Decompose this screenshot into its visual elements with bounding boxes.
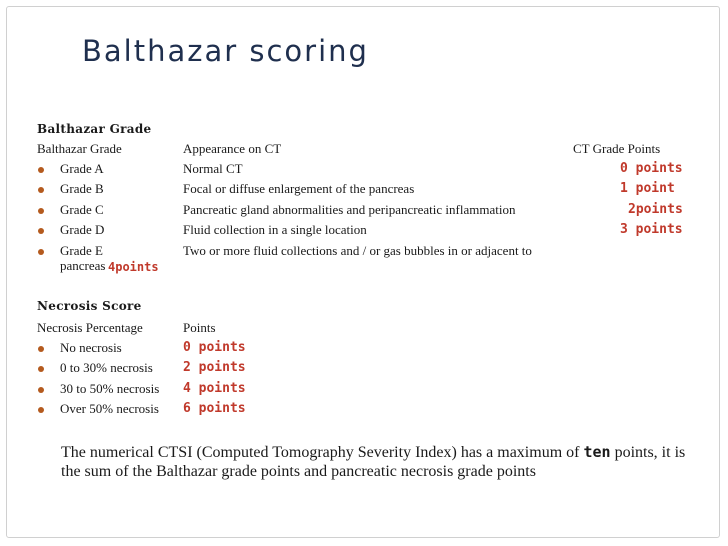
bullet-icon <box>38 407 44 413</box>
bullet-icon <box>38 387 44 393</box>
grade-a-appearance: Normal CT <box>183 161 243 176</box>
bullet-icon <box>38 208 44 214</box>
grade-c-label: Grade C <box>60 202 104 217</box>
grade-e-appearance: Two or more fluid collections and / or gas bubbles in or adjacent to <box>183 243 532 258</box>
grade-e-continuation: pancreas <box>60 258 106 273</box>
ctsi-emphasis: ten <box>583 443 611 461</box>
slide-title: Balthazar scoring <box>82 34 369 68</box>
grade-c-appearance: Pancreatic gland abnormalities and peripancreatic inflammation <box>183 202 516 217</box>
necrosis-points-header: Points <box>183 320 216 335</box>
ctsi-description <box>61 443 701 481</box>
ctsi-text-2: points, it is the sum of the Balthazar grade points and pancreatic necrosis grade points <box>61 444 686 480</box>
necrosis-over-50-label: Over 50% necrosis <box>60 401 159 416</box>
grade-e-points: 4points <box>108 260 159 274</box>
grade-d-label: Grade D <box>60 222 105 237</box>
necrosis-0-30-points: 2 points <box>183 360 246 375</box>
bullet-icon <box>38 187 44 193</box>
bullet-icon <box>38 366 44 372</box>
necrosis-0-30-label: 0 to 30% necrosis <box>60 360 153 375</box>
grade-d-points: 3 points <box>620 222 683 237</box>
grade-column-header: Balthazar Grade <box>37 141 122 156</box>
necrosis-none-points: 0 points <box>183 340 246 355</box>
appearance-column-header: Appearance on CT <box>183 141 282 156</box>
grade-b-points: 1 point <box>620 181 675 196</box>
grade-b-label: Grade B <box>60 181 104 196</box>
necrosis-30-50-label: 30 to 50% necrosis <box>60 381 160 396</box>
grade-e-label: Grade E <box>60 243 103 258</box>
necrosis-over-50-points: 6 points <box>183 401 246 416</box>
grade-a-points: 0 points <box>620 161 683 176</box>
necrosis-none-label: No necrosis <box>60 340 122 355</box>
points-column-header: CT Grade Points <box>573 141 661 156</box>
necrosis-30-50-points: 4 points <box>183 381 246 396</box>
grade-c-points: 2points <box>628 202 683 217</box>
bullet-icon <box>38 346 44 352</box>
necrosis-percentage-header: Necrosis Percentage <box>37 320 143 335</box>
bullet-icon <box>38 167 44 173</box>
grade-d-appearance: Fluid collection in a single location <box>183 222 367 237</box>
grade-section-heading: Balthazar Grade <box>37 122 152 136</box>
bullet-icon <box>38 228 44 234</box>
ctsi-text-1: The numerical CTSI (Computed Tomography Severity Index) has a maximum of <box>61 444 580 461</box>
grade-b-appearance: Focal or diffuse enlargement of the pancreas <box>183 181 415 196</box>
grade-a-label: Grade A <box>60 161 104 176</box>
bullet-icon <box>38 249 44 255</box>
necrosis-section-heading: Necrosis Score <box>37 299 142 313</box>
